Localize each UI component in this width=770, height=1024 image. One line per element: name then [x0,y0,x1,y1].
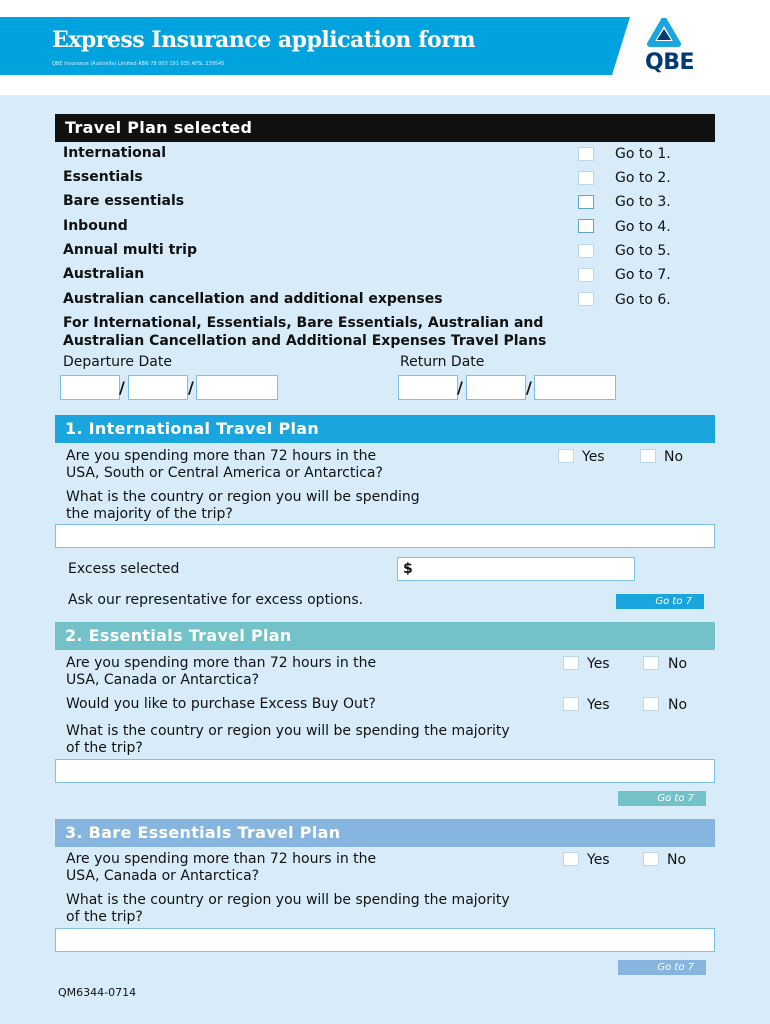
section3-q2-line2: of the trip? [66,909,143,925]
section2-q1 [66,655,376,689]
plan-option-checkbox[interactable] [578,195,594,209]
section3-q1-line2: USA, Canada or Antarctica? [66,868,260,884]
plan-option-label: Australian cancellation and additional expenses [63,291,443,307]
excess-selected-label: Excess selected [68,561,180,577]
excess-options-note: Ask our representative for excess options. [68,592,364,608]
return-day-field[interactable] [398,375,458,400]
section1-country-field[interactable] [55,524,715,548]
form-subtitle: QBE Insurance (Australia) Limited ABN 78 003 191 035 AFSL 239545 [52,61,225,67]
section3-q2-line1: What is the country or region you will be spending the majority [66,892,510,908]
section3-yes-checkbox[interactable] [563,852,579,866]
date-separator: / [526,378,532,397]
plan-option-checkbox[interactable] [578,171,594,185]
section1-q1-line2: USA, South or Central America or Antarctica? [66,465,383,481]
plan-option-goto: Go to 4. [615,219,671,235]
section2-q1-no-checkbox[interactable] [643,656,659,670]
plan-option-label: Annual multi trip [63,242,197,258]
section3-q2 [66,892,510,926]
departure-year-field[interactable] [196,375,278,400]
plan-option-checkbox[interactable] [578,147,594,161]
section1-q2 [66,489,420,523]
section3-goto-button[interactable]: Go to 7 [618,960,706,975]
section3-country-field[interactable] [55,928,715,952]
section1-q1 [66,448,383,482]
section1-goto-button[interactable]: Go to 7 [616,594,704,609]
section2-excess-no-label: No [668,697,688,713]
departure-date-label: Departure Date [63,354,172,370]
section1-no-checkbox[interactable] [640,449,656,463]
date-separator: / [188,378,194,397]
travel-plan-selected-heading: Travel Plan selected [55,114,715,142]
section2-q1-no-label: No [668,656,688,672]
plan-option-checkbox[interactable] [578,219,594,233]
section2-heading: 2. Essentials Travel Plan [55,622,715,650]
plan-option-goto: Go to 2. [615,170,671,186]
return-year-field[interactable] [534,375,616,400]
plan-option-goto: Go to 5. [615,243,671,259]
section1-no-label: No [664,449,684,465]
section1-q2-line2: the majority of the trip? [66,506,233,522]
section2-country-field[interactable] [55,759,715,783]
section1-heading: 1. International Travel Plan [55,415,715,443]
section3-q1-line1: Are you spending more than 72 hours in the [66,851,377,867]
section2-q1-yes-checkbox[interactable] [563,656,579,670]
return-month-field[interactable] [466,375,526,400]
section1-yes-label: Yes [582,449,605,465]
section2-q2-line2: of the trip? [66,740,143,756]
date-separator: / [119,378,125,397]
section2-excess-yes-label: Yes [587,697,610,713]
section1-yes-checkbox[interactable] [558,449,574,463]
plan-option-label: Inbound [63,218,128,234]
plan-option-checkbox[interactable] [578,292,594,306]
date-separator: / [457,378,463,397]
form-code: QM6344-0714 [58,986,137,999]
plan-option-goto: Go to 7. [615,267,671,283]
plan-option-checkbox[interactable] [578,268,594,282]
section3-q1 [66,851,376,885]
section2-goto-button[interactable]: Go to 7 [618,791,706,806]
departure-day-field[interactable] [60,375,120,400]
section2-excess-no-checkbox[interactable] [643,697,659,711]
section3-no-label: No [667,852,687,868]
plan-option-goto: Go to 6. [615,292,671,308]
plan-option-label: International [63,145,167,161]
form-title: Express Insurance application form [52,27,476,53]
section2-q1-yes-label: Yes [587,656,610,672]
section3-heading: 3. Bare Essentials Travel Plan [55,819,715,847]
section2-excess-buyout-question: Would you like to purchase Excess Buy Out? [66,696,376,712]
return-date-label: Return Date [400,354,485,370]
section2-q2 [66,723,510,757]
section2-q1-line2: USA, Canada or Antarctica? [66,672,260,688]
section2-q1-line1: Are you spending more than 72 hours in the [66,655,377,671]
plan-option-goto: Go to 1. [615,146,671,162]
section3-yes-label: Yes [587,852,610,868]
logo-text: QBE [645,50,694,75]
departure-month-field[interactable] [128,375,188,400]
section1-q2-line1: What is the country or region you will be spending [66,489,420,505]
dates-note-line2: Australian Cancellation and Additional Expenses Travel Plans [63,333,547,349]
plan-option-label: Bare essentials [63,193,185,209]
section3-no-checkbox[interactable] [643,852,659,866]
section1-q1-line1: Are you spending more than 72 hours in the [66,448,377,464]
dates-note-line1: For International, Essentials, Bare Essentials, Australian and [63,315,544,331]
section2-excess-yes-checkbox[interactable] [563,697,579,711]
plan-option-label: Essentials [63,169,143,185]
plan-option-checkbox[interactable] [578,244,594,258]
plan-option-goto: Go to 3. [615,194,671,210]
plan-option-label: Australian [63,266,145,282]
section2-q2-line1: What is the country or region you will be spending the majority [66,723,510,739]
excess-amount-field[interactable]: $ [397,557,635,581]
